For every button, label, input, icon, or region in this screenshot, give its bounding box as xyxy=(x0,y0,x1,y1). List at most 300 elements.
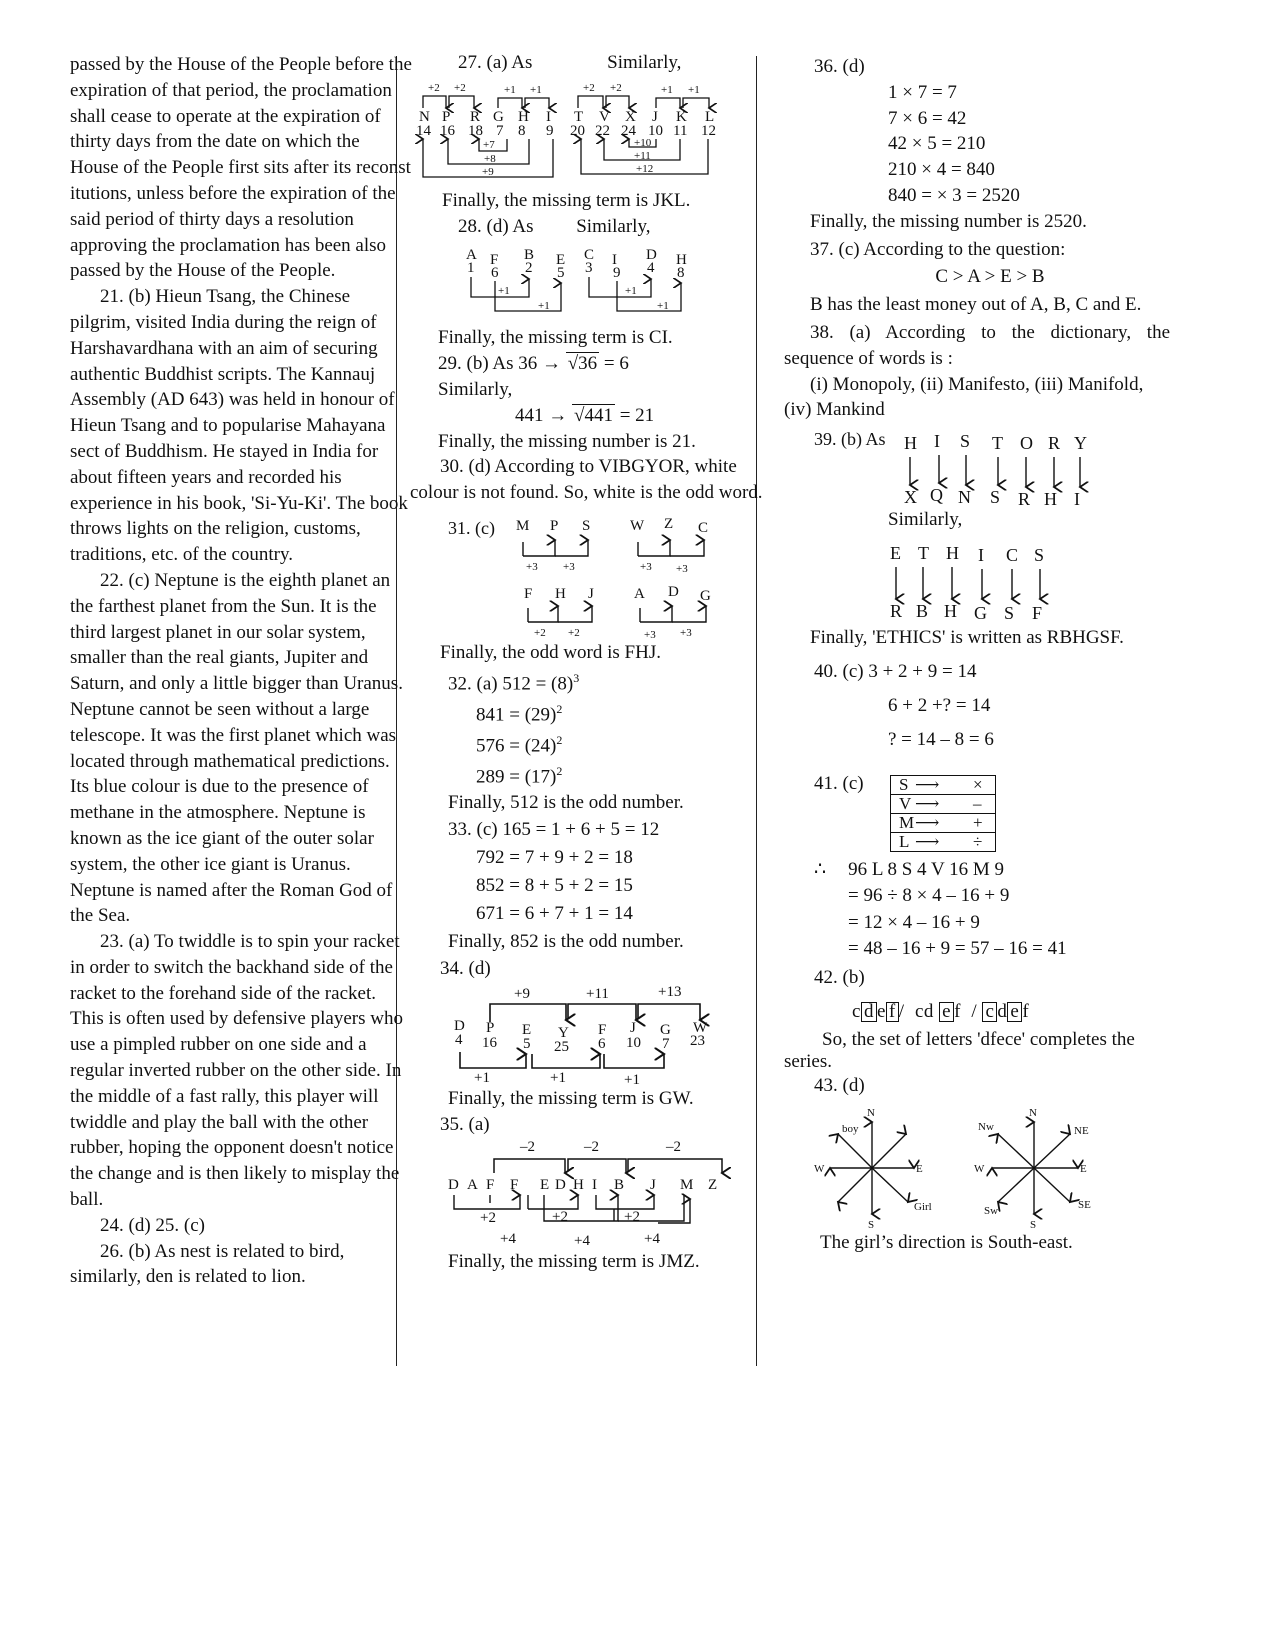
q41-therefore: ∴ xyxy=(814,858,827,880)
answer-33 xyxy=(428,816,784,956)
answer-23: 23. (a) To twiddle is to spin your racket in order to switch the backhand side of the racket to the forehand side of the racket. This is often used by defensive players who use a pimpled rubber on one side and a regular inverted rubber on the other side. In the middle of a fast rally, this player will twiddle and play the ball with the other rubber, hoping the opponent doesn't notice the change and is then likely to misplay the ball. xyxy=(70,931,403,1211)
q31-g2-arrow-2 xyxy=(670,540,704,556)
q36-row-0: 1 × 7 = 7 xyxy=(888,81,957,103)
answer-38 xyxy=(784,320,1170,423)
q33-row-2: 852 = 8 + 5 + 2 = 15 xyxy=(476,875,633,897)
q34-letter-7: W xyxy=(693,1019,708,1036)
q43-c2-e: E xyxy=(1080,1163,1087,1176)
answer-21: 21. (b) Hieun Tsang, the Chinese pilgrim, visited India during the reign of Harshavardhana with an aim of securing authentic Buddhist scripts. The Kannauj Assembly (AD 643) was held in honour of Hieun Tsang and to popularise Mahayana sect of Buddhism. He stayed in India for about fifteen years and recorded his experience in his book, 'Si-Yu-Ki'. The book throws lights on the religion, customs, traditions, etc. of the country. xyxy=(70,286,408,566)
q31-g3-arrow-2 xyxy=(558,606,592,622)
q32-row-1-exp: 2 xyxy=(556,733,563,748)
answer-28 xyxy=(428,214,784,352)
q41-row-1: = 96 ÷ 8 × 4 – 16 + 9 xyxy=(848,885,1010,907)
q39-bot-6: I xyxy=(1074,489,1080,510)
q32-row-2-exp: 2 xyxy=(556,764,563,779)
q36-row-4: 840 = × 3 = 2520 xyxy=(888,184,1020,206)
q27-left-num-3: 7 xyxy=(496,122,504,139)
q27-bot-right-0: +10 xyxy=(634,136,652,149)
q42-s-4: / cd xyxy=(898,1000,934,1022)
q42-s-2: e xyxy=(876,1000,886,1022)
q39-bot-3: S xyxy=(990,487,1001,508)
q39-bot-1: Q xyxy=(930,485,943,506)
q33-row-1: 792 = 7 + 9 + 2 = 18 xyxy=(476,847,633,869)
q31-g2-arrow-1 xyxy=(638,540,670,556)
q28-similarly: Similarly, xyxy=(576,215,651,237)
q43-c1-e: E xyxy=(916,1163,923,1176)
q27-bot-right-1: +11 xyxy=(634,149,651,162)
q31-diagram xyxy=(428,512,728,640)
q31-g2-1: Z xyxy=(664,515,674,532)
q31-l2-0: +3 xyxy=(640,560,652,573)
q31-g1-2: S xyxy=(582,517,591,534)
q43-c2-se: SE xyxy=(1078,1199,1091,1212)
q34-letter-4: F xyxy=(598,1021,607,1038)
q39-e-bot-4: S xyxy=(1004,602,1015,623)
q31-g1-arrow-2 xyxy=(555,540,588,556)
q39-head: 39. (b) As xyxy=(814,429,886,450)
q31-l3-1: +2 xyxy=(568,626,580,639)
q35-bot-2: +4 xyxy=(644,1231,660,1248)
answer-42 xyxy=(784,965,1170,1073)
q27-right-num-5: 12 xyxy=(701,122,716,139)
q29-eq2: = 21 xyxy=(619,404,655,426)
q28-letter-0: A xyxy=(466,247,477,264)
q42-s-10: f xyxy=(1022,1000,1030,1022)
q42-s-5: e xyxy=(939,1002,954,1022)
q43-head: 43. (d) xyxy=(814,1074,865,1096)
q34-bot-2: +1 xyxy=(624,1071,640,1088)
q27-right-num-0: 20 xyxy=(570,122,585,139)
q31-l3-0: +2 xyxy=(534,626,546,639)
q37-head: 37. (c) According to the question: xyxy=(810,238,1066,260)
q33-final: Finally, 852 is the odd number. xyxy=(448,931,684,953)
q43-c2-w: W xyxy=(974,1163,985,1176)
q39-e-top-3: I xyxy=(978,544,984,565)
q27-right-num-2: 24 xyxy=(621,122,636,139)
q27-left-top-arrow-1 xyxy=(423,96,446,108)
answer-34 xyxy=(428,956,784,1112)
q36-row-3: 210 × 4 = 840 xyxy=(888,159,995,181)
q28-num-2: 2 xyxy=(525,260,533,277)
q31-head: 31. (c) xyxy=(448,517,495,538)
q28-bot-1: +1 xyxy=(538,300,550,313)
q34-num-0: 4 xyxy=(455,1031,463,1048)
q34-bot-arrow-1 xyxy=(460,1052,526,1068)
q27-diagram xyxy=(416,76,728,188)
q37-relation: C > A > E > B xyxy=(935,266,1045,288)
q40-row-1: 6 + 2 +? = 14 xyxy=(888,694,991,716)
q28-bot-3: +1 xyxy=(657,300,669,313)
q27-bot-left-1: +8 xyxy=(484,152,496,165)
q31-l4-1: +3 xyxy=(680,626,692,639)
answer-24-25: 24. (d) 25. (c) xyxy=(100,1214,205,1236)
q31-l4-0: +3 xyxy=(644,628,656,641)
q40-row-2: ? = 14 – 8 = 6 xyxy=(888,728,994,750)
q27-right-top-arrow-2 xyxy=(606,96,629,108)
q34-bot-arrow-2 xyxy=(532,1054,600,1068)
q39-bot-5: H xyxy=(1044,489,1057,510)
q35-bot-1: +4 xyxy=(574,1233,590,1250)
q34-bot-0: +1 xyxy=(474,1069,490,1086)
q39-top-0: H xyxy=(904,433,917,454)
q27-top-left-3: +1 xyxy=(530,83,542,96)
q28-letter-6: D xyxy=(646,247,657,264)
q28-num-4: 3 xyxy=(585,260,593,277)
q33-row-0: 33. (c) 165 = 1 + 6 + 5 = 12 xyxy=(448,819,660,841)
q36-head: 36. (d) xyxy=(814,56,865,77)
q35-letter-9: J xyxy=(650,1177,656,1194)
q35-letter-8: B xyxy=(614,1177,625,1194)
q43-c1-w: W xyxy=(814,1163,825,1176)
q39-bot-0: X xyxy=(904,487,917,508)
q27-final: Finally, the missing term is JKL. xyxy=(442,189,691,211)
q43-c2-s: S xyxy=(1030,1219,1037,1232)
q42-s-9: e xyxy=(1007,1002,1022,1022)
q34-top-1: +11 xyxy=(586,985,609,1002)
q39-diagram-2 xyxy=(810,533,1130,623)
q34-top-arrow-2 xyxy=(568,1004,636,1020)
q39-e-top-4: C xyxy=(1006,544,1019,565)
q42-s-7: c xyxy=(982,1002,997,1022)
q34-num-6: 7 xyxy=(662,1035,670,1052)
q39-e-bot-2: H xyxy=(944,600,957,621)
q34-bot-1: +1 xyxy=(550,1069,566,1086)
q27-left-letter-2: R xyxy=(470,108,481,125)
q34-letter-2: E xyxy=(522,1021,532,1038)
q42-s-3: f xyxy=(886,1002,899,1022)
q28-num-7: 8 xyxy=(677,265,685,282)
q28-num-6: 4 xyxy=(647,260,655,277)
q39-top-1: I xyxy=(934,431,940,452)
answer-26: 26. (b) As nest is related to bird, similarly, den is related to lion. xyxy=(70,1240,345,1288)
answer-30: 30. (d) According to VIBGYOR, white colour is not found. So, white is the odd word. xyxy=(410,456,763,504)
q34-final: Finally, the missing term is GW. xyxy=(448,1087,694,1109)
answer-35 xyxy=(428,1112,784,1276)
q41-head: 41. (c) xyxy=(814,772,864,794)
q35-top-arrow-2 xyxy=(568,1159,626,1173)
q29-final: Finally, the missing number is 21. xyxy=(438,430,696,452)
q31-final: Finally, the odd word is FHJ. xyxy=(440,641,661,663)
q43-final: The girl’s direction is South-east. xyxy=(820,1232,1073,1254)
q31-g4-0: A xyxy=(634,585,645,602)
q27-right-top-arrow-1 xyxy=(578,96,603,108)
q39-bot-2: N xyxy=(958,487,971,508)
q35-top-arrow-3 xyxy=(628,1159,722,1173)
q41-val-2: + xyxy=(973,812,983,832)
q27-left-num-5: 9 xyxy=(546,122,554,139)
q35-diagram xyxy=(428,1137,728,1249)
q31-l2-1: +3 xyxy=(676,562,688,575)
q29-root2: 441 xyxy=(584,404,613,426)
q43-c1-sw-arrow xyxy=(838,1168,872,1202)
q27-similarly: Similarly, xyxy=(607,52,682,73)
q28-diagram xyxy=(458,239,758,325)
q34-letter-0: D xyxy=(454,1017,465,1034)
answer-39 xyxy=(810,423,1170,649)
q43-diagram xyxy=(810,1104,1130,1230)
q27-right-top-arrow-3 xyxy=(656,98,680,108)
q41-key-1: V xyxy=(899,793,912,813)
q28-num-3: 5 xyxy=(557,265,565,282)
q35-letter-3: F xyxy=(510,1177,519,1194)
q35-letter-7: I xyxy=(592,1177,597,1194)
q35-top-0: –2 xyxy=(520,1139,535,1156)
q34-top-arrow-3 xyxy=(638,1004,700,1020)
q35-letter-4: E xyxy=(540,1177,550,1194)
q27-left-top-arrow-3 xyxy=(498,98,522,108)
q31-g3-1: H xyxy=(555,585,566,602)
q36-final: Finally, the missing number is 2520. xyxy=(810,210,1087,232)
answer-41 xyxy=(810,771,1170,857)
q43-c2-sw-arrow xyxy=(998,1168,1034,1202)
q27-left-letter-1: P xyxy=(442,108,451,125)
q27-right-letter-1: V xyxy=(599,108,610,125)
q43-c1-ne-arrow xyxy=(872,1134,906,1168)
q36-row-1: 7 × 6 = 42 xyxy=(888,107,967,129)
q31-g2-2: C xyxy=(698,519,709,536)
q41-key-2: M xyxy=(899,812,915,832)
q42-s-1: d xyxy=(861,1002,877,1022)
q35-letter-6: H xyxy=(573,1177,584,1194)
q34-letter-3: Y xyxy=(558,1024,569,1041)
q35-top-1: –2 xyxy=(584,1139,599,1156)
q43-c2-n: N xyxy=(1029,1107,1037,1120)
q31-g4-arrow-2 xyxy=(672,606,706,622)
q34-num-4: 6 xyxy=(598,1035,606,1052)
q32-row-0-exp: 2 xyxy=(556,701,563,716)
q33-row-3: 671 = 6 + 7 + 1 = 14 xyxy=(476,903,633,925)
q27-left-num-4: 8 xyxy=(518,122,526,139)
q29-eq1: = 6 xyxy=(603,353,629,375)
q31-g1-arrow-1 xyxy=(523,540,555,556)
q43-c2-ne-arrow xyxy=(1034,1134,1070,1168)
q27-top-left-2: +1 xyxy=(504,83,516,96)
q27-top-right-1: +2 xyxy=(610,81,622,94)
answer-22: 22. (c) Neptune is the eighth planet an the farthest planet from the Sun. It is the third largest planet in our solar system, smaller than the real giants, Jupiter and Saturn, and only a little bigger than Uranus. Neptune cannot be seen without a large telescope. It was the first planet which was located through mathematical predictions. Its blue colour is due to the presence of methane in the atmosphere. Neptune is known as the ice giant of the outer solar system, the other ice giant is Uranus. Neptune is named after the Roman God of the Sea. xyxy=(70,569,403,927)
answer-40 xyxy=(810,655,1170,757)
q27-right-letter-3: J xyxy=(652,108,658,125)
q27-left-letter-4: H xyxy=(518,108,529,125)
q27-top-right-2: +1 xyxy=(661,83,673,96)
q35-letter-11: Z xyxy=(708,1177,718,1194)
q27-left-letter-5: I xyxy=(546,108,551,125)
q41-val-1: – xyxy=(973,793,982,813)
q34-top-0: +9 xyxy=(514,985,530,1002)
q39-e-bot-3: G xyxy=(974,602,987,623)
q39-diagram xyxy=(810,423,1130,510)
q28-letter-5: I xyxy=(612,252,617,269)
q42-s-0: c xyxy=(852,1000,861,1022)
q28-letter-1: F xyxy=(490,252,499,269)
q43-c2-nw: Nw xyxy=(978,1121,994,1134)
q41-val-0: × xyxy=(973,774,983,794)
q39-e-top-5: S xyxy=(1034,544,1045,565)
q43-c2-nw-arrow xyxy=(998,1134,1034,1168)
q39-e-bot-5: F xyxy=(1032,602,1043,623)
q37-final: B has the least money out of A, B, C and E. xyxy=(810,294,1142,316)
q32-final: Finally, 512 is the odd number. xyxy=(448,792,684,814)
q27-left-letter-3: G xyxy=(493,108,504,125)
q34-num-2: 5 xyxy=(523,1035,531,1052)
q42-final: So, the set of letters 'dfece' completes the series. xyxy=(784,1028,1135,1072)
q35-head: 35. (a) xyxy=(440,1113,490,1135)
q31-l1-0: +3 xyxy=(526,560,538,573)
q35-letter-10: M xyxy=(680,1177,694,1194)
q35-mid-arrow-2 xyxy=(490,1195,528,1209)
q35-letter-1: A xyxy=(467,1177,478,1194)
q28-letter-4: C xyxy=(584,247,595,264)
q43-c2-ne: NE xyxy=(1074,1125,1089,1138)
q27-left-top-arrow-4 xyxy=(525,98,549,108)
q27-left-top-arrow-2 xyxy=(449,96,474,108)
q35-mid-2: +2 xyxy=(624,1209,640,1226)
q39-top-6: Y xyxy=(1074,433,1087,454)
q43-c2-sw: Sw xyxy=(984,1205,999,1218)
answer-37 xyxy=(810,237,1170,318)
q43-c1-se-arrow xyxy=(872,1168,908,1202)
q31-g3-arrow-1 xyxy=(528,606,558,622)
q42-s-6: f / xyxy=(954,1000,978,1022)
q39-e-top-0: E xyxy=(890,542,901,563)
q32-row-1: 576 = (24) xyxy=(476,735,557,757)
q32-row-0: 841 = (29) xyxy=(476,704,557,726)
q39-e-bot-0: R xyxy=(890,600,903,621)
q43-c1-boy: boy xyxy=(842,1123,859,1136)
q31-g3-0: F xyxy=(524,585,533,602)
column-2 xyxy=(410,50,784,1275)
q42-s-8: d xyxy=(997,1000,1008,1022)
q27-top-left-0: +2 xyxy=(428,81,440,94)
answer-41-work xyxy=(810,857,1170,963)
q39-e-top-1: T xyxy=(918,542,929,563)
q43-c1-s: S xyxy=(868,1219,875,1232)
q34-num-1: 16 xyxy=(482,1034,497,1051)
q41-table-row: L ⟶ ÷ xyxy=(891,833,995,851)
q35-letter-0: D xyxy=(448,1177,459,1194)
q35-mid-0: +2 xyxy=(480,1210,496,1227)
q27-right-num-1: 22 xyxy=(595,122,610,139)
q28-final: Finally, the missing term is CI. xyxy=(438,327,673,349)
q38-head: 38. (a) According to the dictionary, the sequence of words is : xyxy=(784,321,1170,369)
q34-letter-5: J xyxy=(630,1019,636,1036)
q35-letter-2: F xyxy=(486,1177,495,1194)
q31-g4-1: D xyxy=(668,583,679,600)
q35-top-arrow-1 xyxy=(494,1159,565,1173)
q35-bot-0: +4 xyxy=(500,1231,516,1248)
answer-43 xyxy=(810,1073,1170,1257)
q27-top-right-0: +2 xyxy=(583,81,595,94)
q34-diagram xyxy=(428,982,728,1086)
q28-letter-7: H xyxy=(676,252,687,269)
q31-g3-2: J xyxy=(588,585,594,602)
q29-line2: 441 → xyxy=(515,404,568,426)
q41-table-row: S ⟶ × xyxy=(891,776,995,795)
q27-left-letter-0: N xyxy=(419,108,430,125)
q28-letter-3: E xyxy=(556,252,566,269)
q27-top-right-3: +1 xyxy=(688,83,700,96)
column-1 xyxy=(70,50,412,1290)
q27-bot-left-0: +7 xyxy=(483,138,495,151)
q40-row-0: 40. (c) 3 + 2 + 9 = 14 xyxy=(814,660,977,682)
q28-bot-0: +1 xyxy=(498,285,510,298)
q41-row-3: = 48 – 16 + 9 = 57 – 16 = 41 xyxy=(848,938,1067,960)
q42-head: 42. (b) xyxy=(814,966,865,988)
q28-num-0: 1 xyxy=(467,260,475,277)
paragraph-continued: passed by the House of the People before the expiration of that period, the proclamation shall cease to operate at the expiration of thirty days from the date on which the House of the People first sits after its reconst itutions, unless before the expiration of the said period of thirty days a resolution approving the proclamation has been also passed by the House of the People. xyxy=(70,54,412,282)
q35-mid-1: +2 xyxy=(552,1209,568,1226)
q27-head: 27. (a) As xyxy=(458,52,533,73)
q31-g4-2: G xyxy=(700,587,711,604)
q41-key-0: S xyxy=(899,774,909,794)
q31-g4-arrow-1 xyxy=(640,606,672,622)
q34-top-arrow-1 xyxy=(490,1004,566,1022)
q28-bot-2: +1 xyxy=(625,285,637,298)
q31-g2-0: W xyxy=(630,517,645,534)
q34-letter-1: P xyxy=(486,1019,495,1036)
q35-mid-arrow-3 xyxy=(528,1195,578,1209)
q39-similarly: Similarly, xyxy=(888,509,963,531)
q35-mid-arrow-5 xyxy=(596,1195,654,1209)
q27-right-letter-2: X xyxy=(625,108,636,125)
q27-right-letter-0: T xyxy=(574,108,584,125)
q41-table-row: V ⟶ – xyxy=(891,795,995,814)
q27-left-num-1: 16 xyxy=(440,122,455,139)
q31-l1-1: +3 xyxy=(563,560,575,573)
q34-num-3: 25 xyxy=(554,1038,569,1055)
q39-final: Finally, 'ETHICS' is written as RBHGSF. xyxy=(810,626,1124,648)
q28-letter-2: B xyxy=(524,247,535,264)
q27-right-num-4: 11 xyxy=(673,122,688,139)
answer-32 xyxy=(428,666,784,816)
q28-num-5: 9 xyxy=(613,265,621,282)
q27-left-num-0: 14 xyxy=(416,122,431,139)
q31-g1-1: P xyxy=(550,517,559,534)
q41-key-3: L xyxy=(899,831,910,851)
q39-top-4: O xyxy=(1020,433,1033,454)
q39-e-bot-1: B xyxy=(916,600,929,621)
q27-right-top-arrow-4 xyxy=(683,98,709,108)
q27-right-letter-5: L xyxy=(705,108,715,125)
answer-31 xyxy=(428,512,784,666)
q41-row-0: 96 L 8 S 4 V 16 M 9 xyxy=(848,858,1004,880)
q43-c1-n: N xyxy=(867,1107,875,1120)
q38-sequence: (i) Monopoly, (ii) Manifesto, (iii) Manifold, (iv) Mankind xyxy=(784,373,1144,421)
q35-top-2: –2 xyxy=(666,1139,681,1156)
answer-29: 29. (b) As 36 → √36 = 6 Similarly, 441 → √441 = 21 Finally, the missing number is 21. xyxy=(428,351,784,454)
q35-final: Finally, the missing term is JMZ. xyxy=(448,1251,700,1273)
q43-c1-girl: Girl xyxy=(914,1201,932,1214)
q39-top-3: T xyxy=(992,433,1003,454)
q39-e-top-2: H xyxy=(946,542,959,563)
q39-bot-4: R xyxy=(1018,489,1031,510)
q41-val-3: ÷ xyxy=(973,831,983,851)
q27-bot-left-2: +9 xyxy=(482,165,494,178)
q27-right-letter-4: K xyxy=(676,108,687,125)
q36-row-2: 42 × 5 = 210 xyxy=(888,133,986,155)
q29-line1: 29. (b) As 36 → xyxy=(438,353,561,375)
q34-num-5: 10 xyxy=(626,1034,641,1051)
q28-num-1: 6 xyxy=(491,265,499,282)
q34-num-7: 23 xyxy=(690,1032,705,1049)
q27-left-num-2: 18 xyxy=(468,122,483,139)
q35-letter-5: D xyxy=(555,1177,566,1194)
q28-head: 28. (d) As xyxy=(458,215,534,237)
q41-row-2: = 12 × 4 – 16 + 9 xyxy=(848,911,980,933)
q43-c1-nw-arrow xyxy=(838,1134,872,1168)
q41-table-row: M ⟶ + xyxy=(891,814,995,833)
answer-36 xyxy=(810,54,1170,235)
q34-head: 34. (d) xyxy=(440,958,491,980)
